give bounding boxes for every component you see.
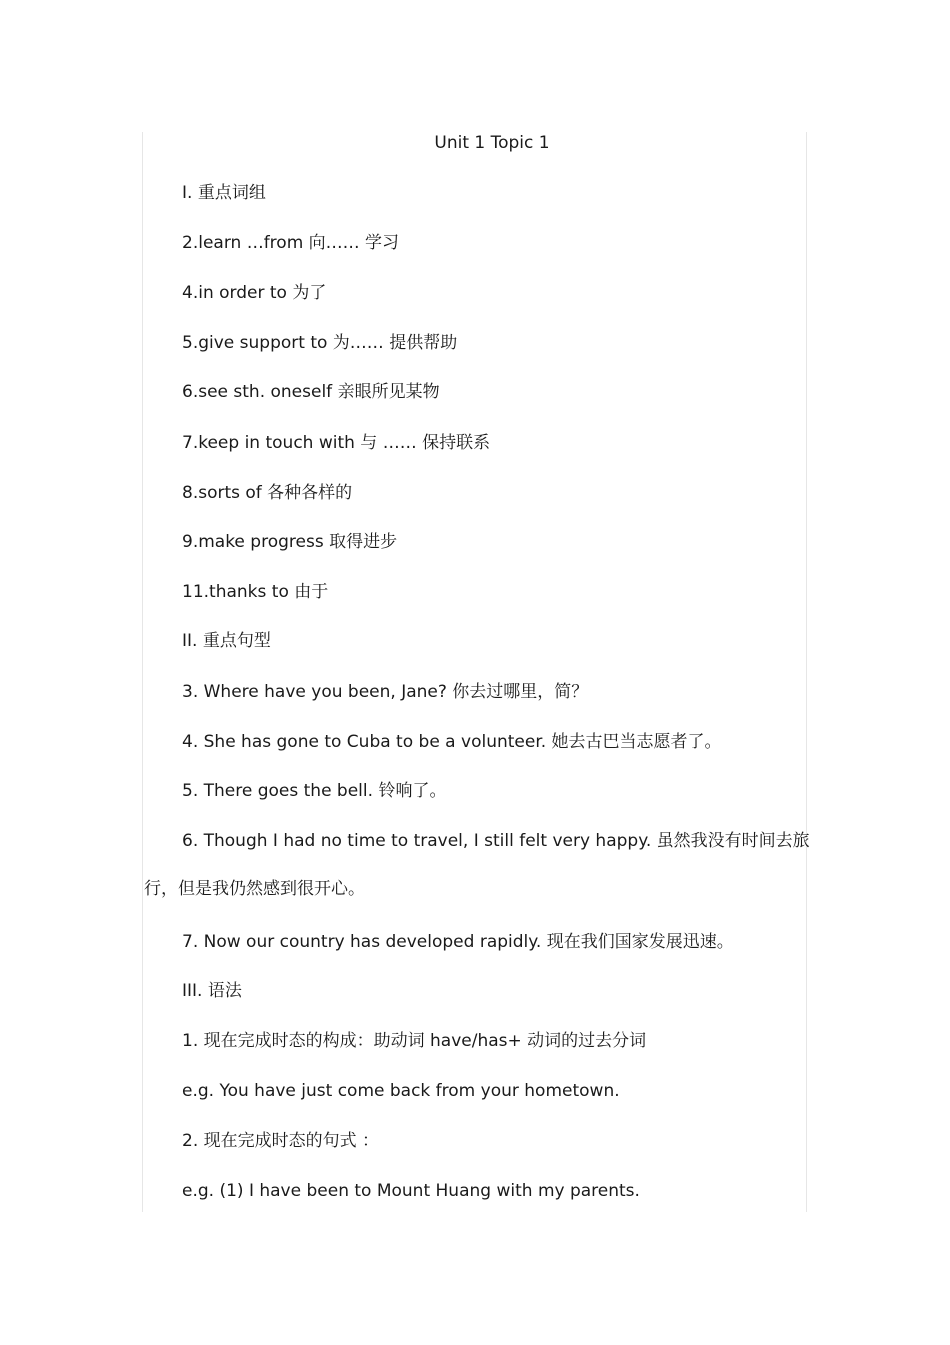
sentence-item: 5. There goes the bell. 铃响了。 bbox=[182, 781, 447, 801]
section-heading-grammar: III. 语法 bbox=[182, 981, 242, 1001]
phrase-item: 7.keep in touch with 与 …… 保持联系 bbox=[182, 433, 491, 453]
phrase-item: 11.thanks to 由于 bbox=[182, 582, 329, 602]
grammar-item: 1. 现在完成时态的构成：助动词 have/has+ 动词的过去分词 bbox=[182, 1031, 647, 1051]
phrase-item: 9.make progress 取得进步 bbox=[182, 532, 398, 552]
section-heading-phrases: I. 重点词组 bbox=[182, 183, 266, 203]
grammar-item: e.g. (1) I have been to Mount Huang with my parents. bbox=[182, 1181, 640, 1201]
grammar-item: 2. 现在完成时态的句式 ： bbox=[182, 1131, 380, 1151]
phrase-item: 2.learn …from 向…… 学习 bbox=[182, 233, 400, 253]
grammar-item: e.g. You have just come back from your hometown. bbox=[182, 1081, 620, 1101]
sentence-item: 7. Now our country has developed rapidly. 现在我们国家发展迅速。 bbox=[182, 932, 734, 952]
phrase-item: 4.in order to 为了 bbox=[182, 283, 327, 303]
section-heading-sentences: II. 重点句型 bbox=[182, 631, 271, 651]
right-margin-line bbox=[806, 132, 807, 1212]
sentence-item: 3. Where have you been, Jane? 你去过哪里，简？ bbox=[182, 682, 589, 702]
phrase-item: 6.see sth. oneself 亲眼所见某物 bbox=[182, 382, 440, 402]
sentence-item-continuation: 行，但是我仍然感到很开心。 bbox=[144, 879, 365, 899]
phrase-item: 8.sorts of 各种各样的 bbox=[182, 483, 353, 503]
page-title: Unit 1 Topic 1 bbox=[434, 133, 550, 153]
phrase-item: 5.give support to 为…… 提供帮助 bbox=[182, 333, 458, 353]
left-margin-line bbox=[142, 132, 143, 1212]
sentence-item: 4. She has gone to Cuba to be a volunteer. 她去古巴当志愿者了。 bbox=[182, 732, 722, 752]
sentence-item: 6. Though I had no time to travel, I still felt very happy. 虽然我没有时间去旅 bbox=[182, 831, 810, 851]
